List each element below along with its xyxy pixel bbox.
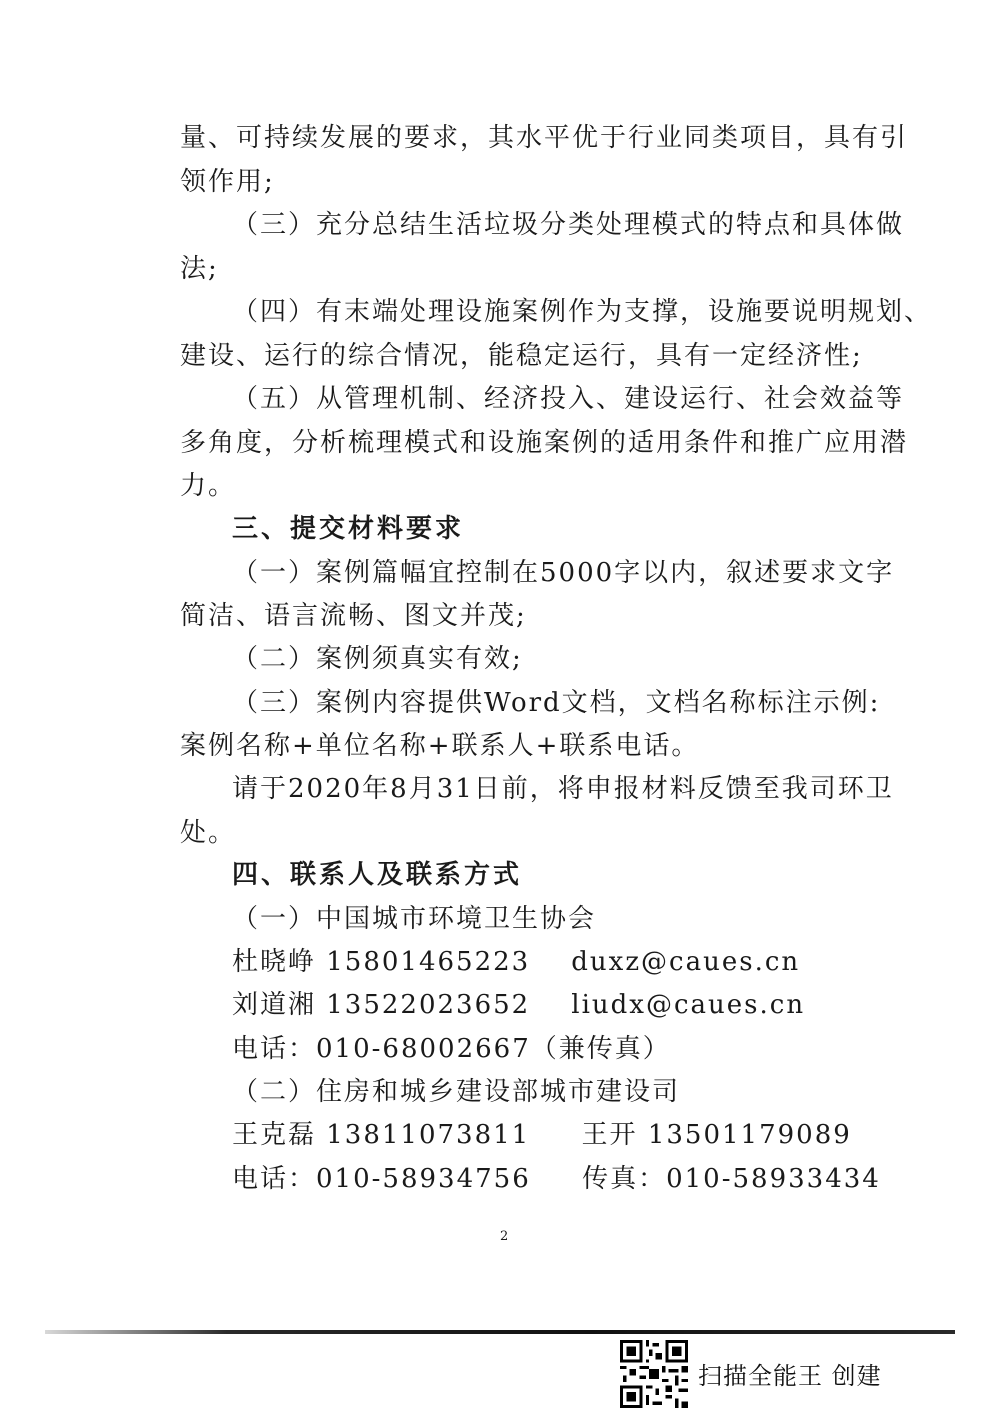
section-heading: 三、提交材料要求 bbox=[232, 514, 465, 544]
body-line: 简洁、语言流畅、图文并茂; bbox=[180, 601, 527, 631]
contact-line: 刘道湘 13522023652 liudx@caues.cn bbox=[232, 990, 806, 1020]
body-line: （一）案例篇幅宜控制在5000字以内，叙述要求文字 bbox=[232, 558, 895, 588]
body-line: 法; bbox=[180, 254, 219, 284]
body-line: 处。 bbox=[180, 818, 237, 848]
body-line: （一）中国城市环境卫生协会 bbox=[232, 904, 597, 934]
contact-line: 王克磊 13811073811 王开 13501179089 bbox=[232, 1120, 852, 1150]
body-line: 建设、运行的综合情况，能稳定运行，具有一定经济性; bbox=[180, 341, 863, 371]
body-line: 请于2020年8月31日前，将申报材料反馈至我司环卫 bbox=[232, 774, 894, 804]
scan-edge-line bbox=[45, 1330, 955, 1334]
body-line: 案例名称+单位名称+联系人+联系电话。 bbox=[180, 731, 700, 761]
body-line: （五）从管理机制、经济投入、建设运行、社会效益等 bbox=[232, 384, 905, 414]
qr-code-icon bbox=[620, 1340, 688, 1408]
body-line: （二）案例须真实有效; bbox=[232, 644, 523, 674]
body-line: （二）住房和城乡建设部城市建设司 bbox=[232, 1077, 681, 1107]
contact-line: 电话：010-68002667（兼传真） bbox=[232, 1034, 671, 1064]
body-line: （三）案例内容提供Word文档，文档名称标注示例: bbox=[232, 688, 881, 718]
body-line: 领作用; bbox=[180, 167, 275, 197]
section-heading: 四、联系人及联系方式 bbox=[232, 860, 523, 890]
body-line: 多角度，分析梳理模式和设施案例的适用条件和推广应用潜 bbox=[180, 428, 909, 458]
body-line: 量、可持续发展的要求，其水平优于行业同类项目，具有引 bbox=[180, 123, 909, 153]
page-number: 2 bbox=[500, 1229, 509, 1244]
body-line: 力。 bbox=[180, 471, 237, 501]
scanner-watermark: 扫描全能王 创建 bbox=[698, 1362, 882, 1390]
body-line: （四）有末端处理设施案例作为支撑，设施要说明规划、 bbox=[232, 297, 933, 327]
contact-line: 杜晓峥 15801465223 duxz@caues.cn bbox=[232, 947, 801, 977]
body-line: （三）充分总结生活垃圾分类处理模式的特点和具体做 bbox=[232, 210, 905, 240]
contact-line: 电话：010-58934756 传真：010-58933434 bbox=[232, 1164, 881, 1194]
